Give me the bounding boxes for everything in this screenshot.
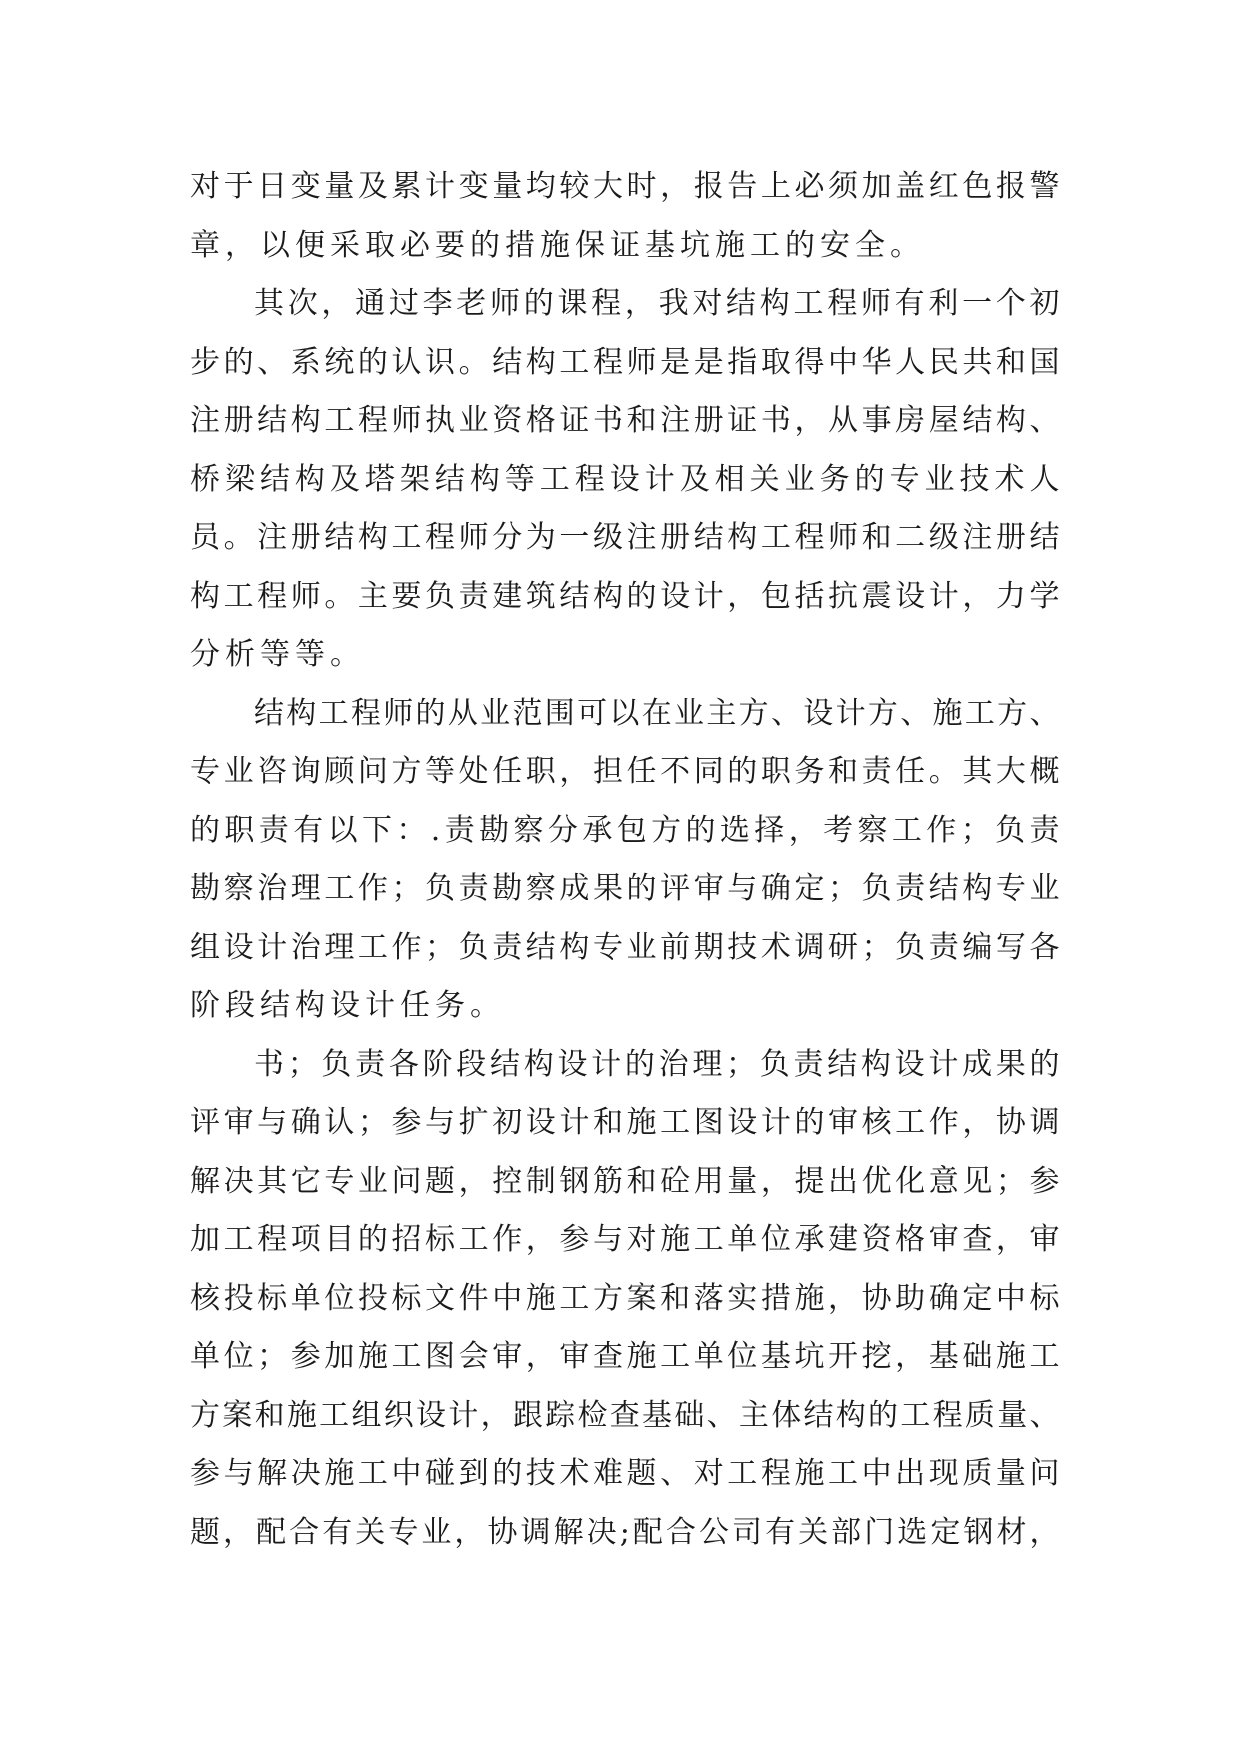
text-line: 对于日变量及累计变量均较大时，报告上必须加盖红色报警 [190,169,1060,204]
text-line: 单位；参加施工图会审，审查施工单位基坑开挖，基础施工 [190,1339,1060,1374]
text-line: 员。注册结构工程师分为一级注册结构工程师和二级注册结 [190,520,1060,555]
text-line: 核投标单位投标文件中施工方案和落实措施，协助确定中标 [190,1280,1060,1316]
text-line: 组设计治理工作；负责结构专业前期技术调研；负责编写各 [190,929,1060,965]
text-line: 结构工程师的从业范围可以在业主方、设计方、施工方、 [254,695,1060,731]
text-line: 方案和施工组织设计，跟踪检查基础、主体结构的工程质量、 [190,1397,1060,1433]
text-line: 专业咨询顾问方等处任职，担任不同的职务和责任。其大概 [190,754,1060,789]
text-line: 解决其它专业问题，控制钢筋和砼用量，提出优化意见；参 [190,1163,1060,1199]
text-line: 其次，通过李老师的课程，我对结构工程师有利一个初 [254,286,1060,321]
text-line: 阶段结构设计任务。 [190,988,505,1023]
text-line: 书；负责各阶段结构设计的治理；负责结构设计成果的 [254,1046,1060,1082]
document-body [190,158,1060,1562]
text-line: 章，以便采取必要的措施保证基坑施工的安全。 [190,227,925,263]
text-line: 注册结构工程师执业资格证书和注册证书，从事房屋结构、 [190,403,1060,438]
text-line: 勘察治理工作；负责勘察成果的评审与确定；负责结构专业 [190,871,1060,906]
text-line: 参与解决施工中碰到的技术难题、对工程施工中出现质量问 [190,1456,1060,1491]
text-line: 评审与确认；参与扩初设计和施工图设计的审核工作，协调 [190,1105,1060,1140]
text-line: 桥梁结构及塔架结构等工程设计及相关业务的专业技术人 [190,461,1060,497]
text-line: 题，配合有关专业，协调解决;配合公司有关部门选定钢材， [190,1514,1060,1550]
text-line: 步的、系统的认识。结构工程师是是指取得中华人民共和国 [190,344,1060,380]
text-line: 加工程项目的招标工作，参与对施工单位承建资格审查，审 [190,1222,1060,1257]
text-line: 构工程师。主要负责建筑结构的设计，包括抗震设计，力学 [190,578,1060,614]
text-line: 的职责有以下：.责勘察分承包方的选择，考察工作；负责 [190,812,1060,848]
text-line: 分析等等。 [190,637,365,672]
